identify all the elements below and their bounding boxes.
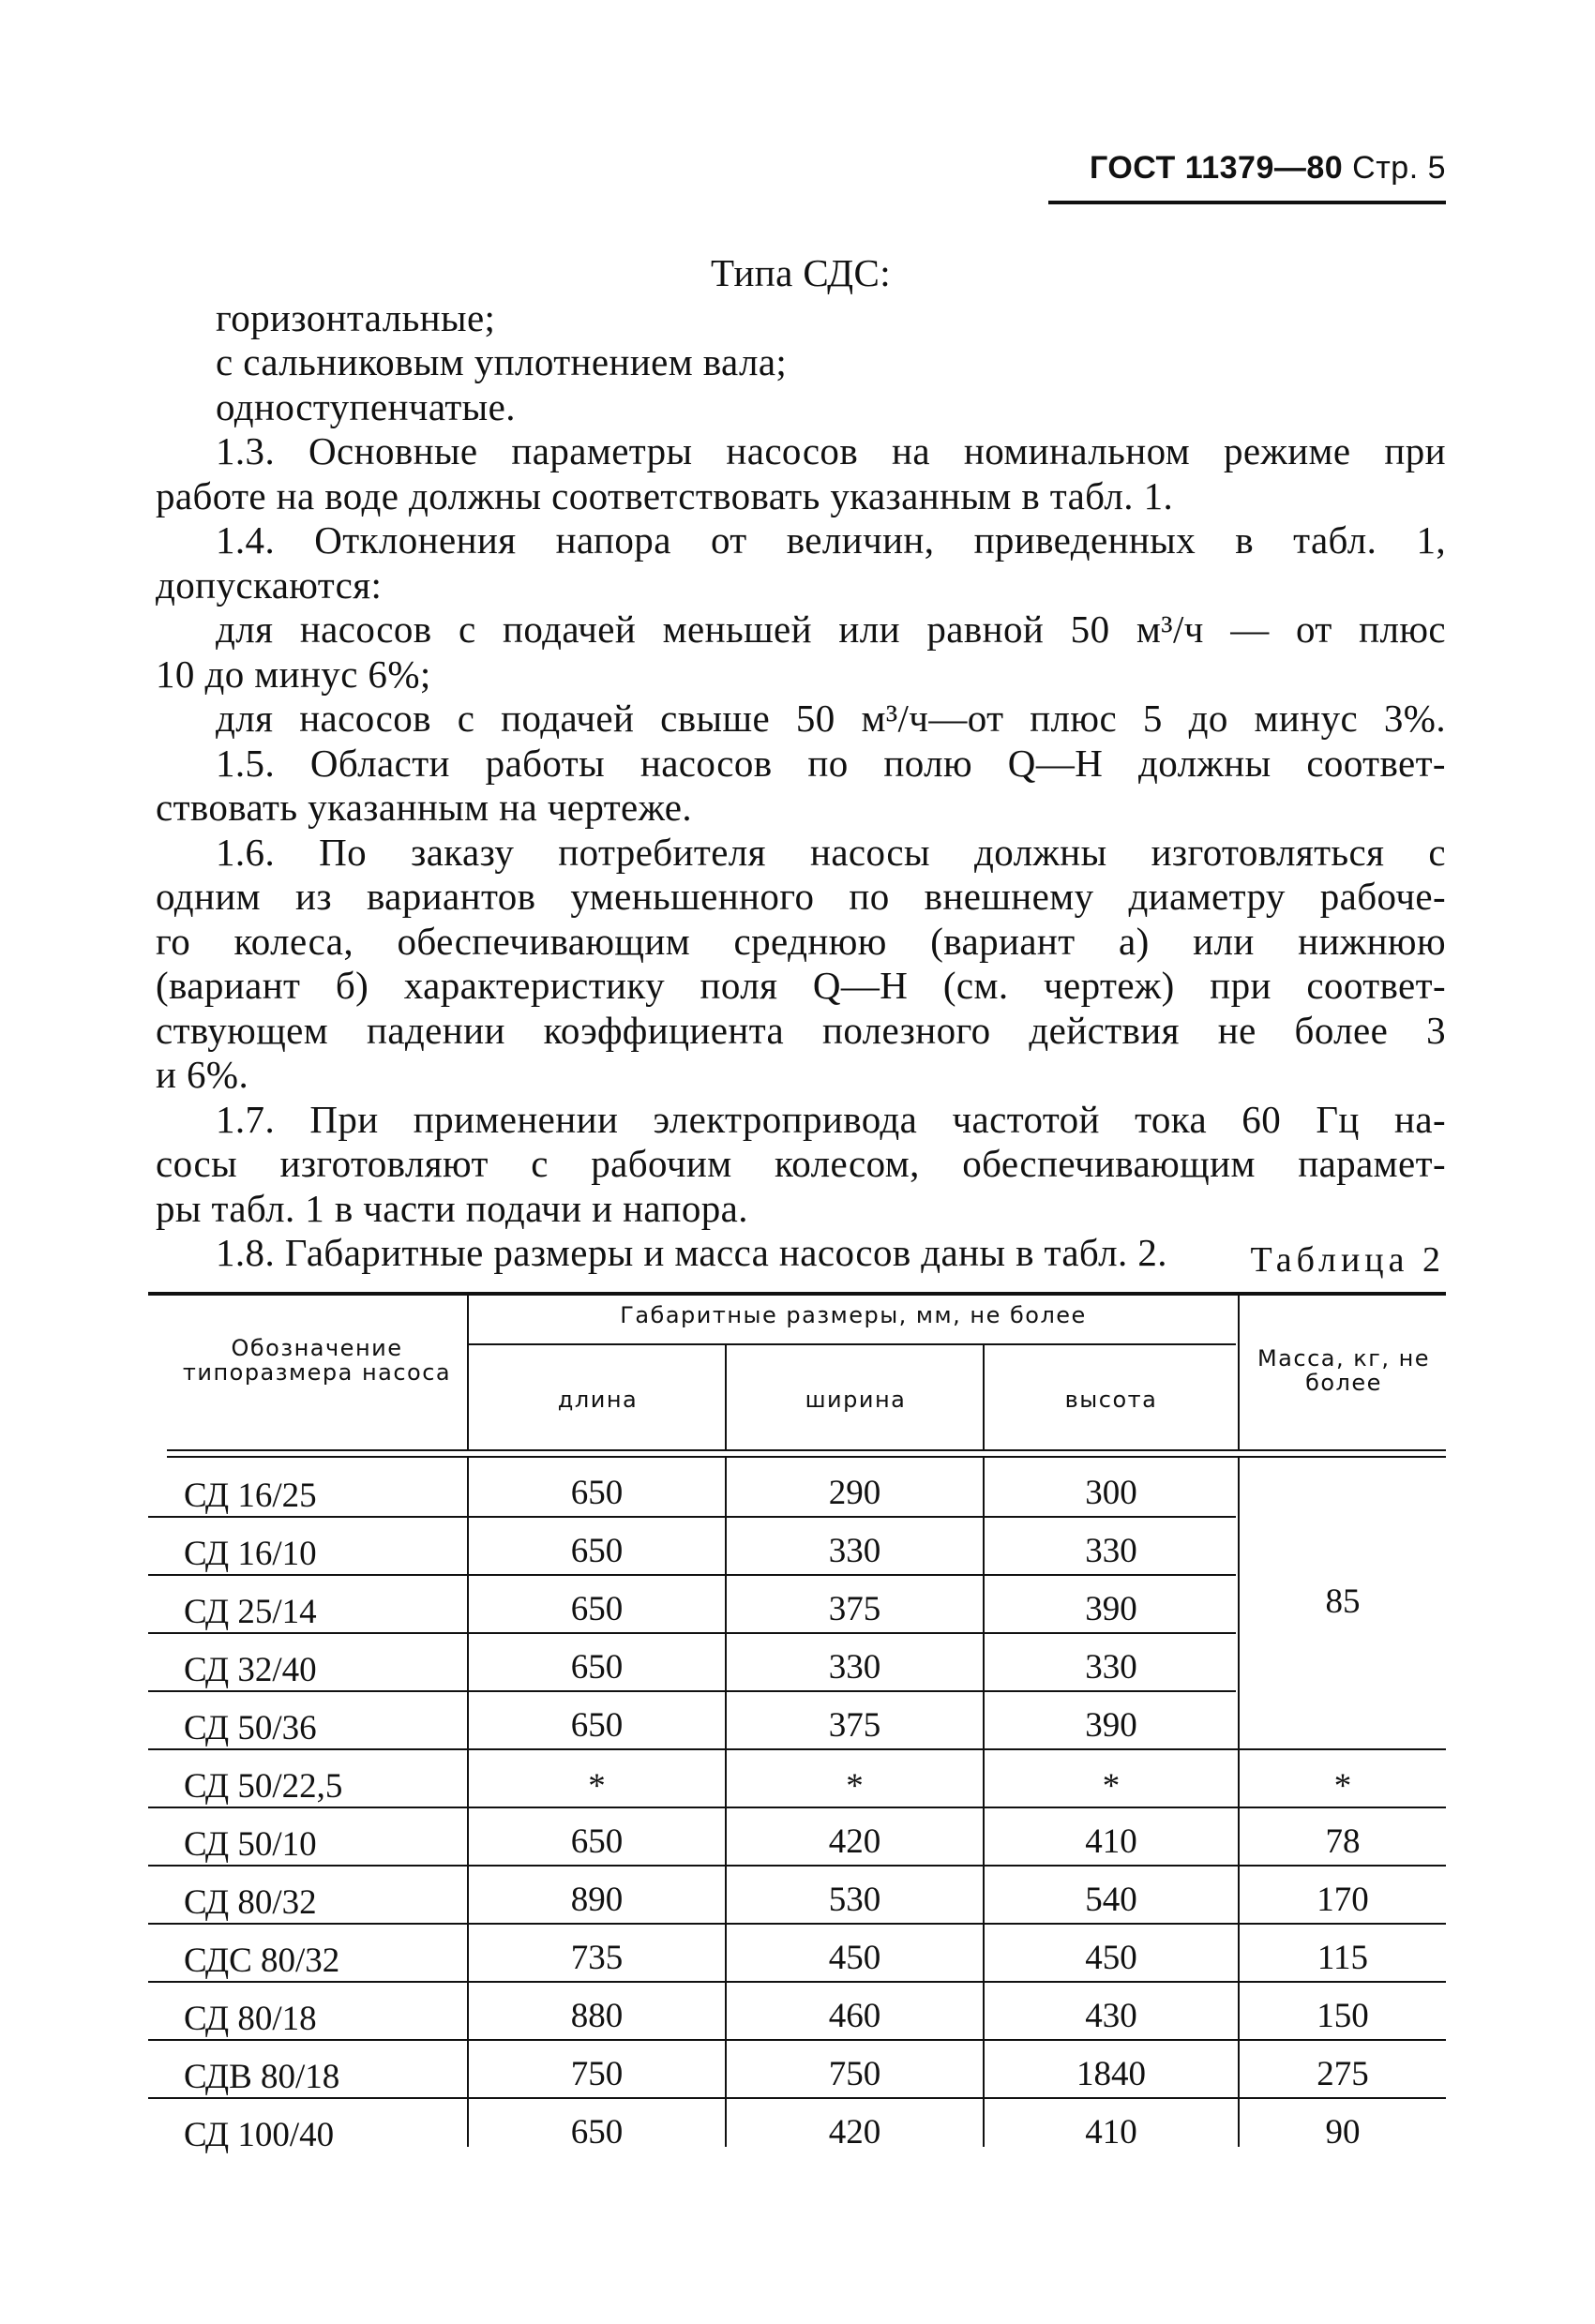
cell-length: 890 [570, 1881, 624, 1919]
dimensions-group-rule [469, 1343, 1236, 1345]
header-mass: Масса, кг, не более [1256, 1345, 1431, 1396]
paragraph: одноступенчатые. [216, 384, 516, 428]
row-rule [148, 1632, 1236, 1634]
cell-width: 750 [828, 2055, 881, 2093]
cell-mass: 170 [1317, 1881, 1369, 1919]
cell-height: * [1102, 1767, 1121, 1806]
header-bottom-rule [167, 1449, 1446, 1451]
paragraph: и 6%. [156, 1053, 249, 1096]
cell-width: 450 [828, 1939, 881, 1977]
row-designation: СД 50/10 [184, 1825, 317, 1864]
cell-height: 330 [1085, 1532, 1137, 1570]
cell-mass: 78 [1325, 1822, 1361, 1861]
paragraph: 1.3. Основные параметры насосов на номинальном режиме при [216, 429, 1446, 472]
paragraph: работе на воде должны соответствовать указанным в табл. 1. [156, 473, 1174, 517]
row-designation: СД 80/32 [184, 1883, 317, 1922]
paragraph: ствующем падении коэффициента полезного действия не более 3 [156, 1008, 1446, 1052]
cell-height: 540 [1085, 1881, 1137, 1919]
cell-length: 650 [570, 2113, 624, 2152]
header-rule [1048, 201, 1446, 204]
cell-height: 390 [1085, 1590, 1137, 1628]
row-designation: СД 32/40 [184, 1651, 317, 1689]
paragraph: допускаются: [156, 562, 383, 607]
header-bottom-rule [167, 1456, 1446, 1458]
header-height: высота [1064, 1387, 1158, 1413]
cell-mass: * [1333, 1767, 1352, 1806]
cell-height: 410 [1085, 1822, 1137, 1861]
col-divider [983, 1344, 985, 1449]
cell-width: 420 [828, 2113, 881, 2152]
paragraph: ры табл. 1 в части подачи и напора. [156, 1186, 748, 1230]
row-rule [148, 1807, 1446, 1808]
cell-height: 450 [1085, 1939, 1137, 1977]
table-caption: Таблица 2 [1250, 1240, 1445, 1280]
row-designation: СД 25/14 [184, 1593, 317, 1631]
row-designation: СД 50/22,5 [184, 1767, 343, 1806]
cell-width: 420 [828, 1822, 881, 1861]
row-rule [148, 1923, 1446, 1925]
row-rule [148, 1865, 1446, 1867]
paragraph: для насосов с подачей меньшей или равной 50 м³/ч — от плюс [216, 607, 1446, 651]
cell-width: 330 [828, 1532, 881, 1570]
paragraph: го колеса, обеспечивающим среднюю (вариант а) или нижнюю [156, 919, 1446, 963]
row-rule [148, 1516, 1236, 1518]
cell-length: 750 [570, 2055, 624, 2093]
cell-mass: 90 [1325, 2113, 1361, 2152]
row-rule [148, 2039, 1446, 2041]
cell-height: 410 [1085, 2113, 1137, 2152]
cell-mass: 150 [1317, 1997, 1369, 2035]
page-header [1041, 150, 1446, 187]
cell-length: 650 [570, 1532, 624, 1570]
paragraph: сосы изготовляют с рабочим колесом, обеспечивающим парамет- [156, 1142, 1446, 1185]
row-designation: СД 80/18 [184, 2000, 317, 2038]
body-text [156, 251, 1446, 1276]
cell-height: 430 [1085, 1997, 1137, 2035]
row-rule [148, 1748, 1446, 1750]
row-designation: СДВ 80/18 [184, 2058, 340, 2096]
header-dimensions: Габаритные размеры, мм, не более [620, 1302, 1087, 1328]
cell-length: 735 [570, 1939, 624, 1977]
cell-width: 290 [828, 1474, 881, 1512]
cell-length: 650 [570, 1706, 624, 1745]
paragraph: 1.7. При применении электропривода частотой тока 60 Гц на- [216, 1097, 1446, 1141]
cell-width: 375 [828, 1706, 881, 1745]
row-designation: СД 16/10 [184, 1535, 317, 1573]
paragraph: 1.5. Области работы насосов по полю Q—H должны соответ- [216, 741, 1446, 785]
cell-length: 650 [570, 1474, 624, 1512]
header-width: ширина [805, 1387, 907, 1413]
paragraph: с сальниковым уплотнением вала; [216, 340, 788, 383]
cell-width: * [846, 1767, 864, 1806]
row-rule [148, 1981, 1446, 1983]
cell-mass-merged: 85 [1325, 1582, 1361, 1621]
header-designation: Обозначение типоразмера насоса [182, 1335, 452, 1386]
col-divider [1238, 1294, 1240, 1449]
col-divider [725, 1344, 727, 1449]
paragraph: 1.6. По заказу потребителя насосы должны изготовляться с [216, 830, 1446, 874]
paragraph: 10 до минус 6%; [156, 652, 431, 696]
paragraph: горизонтальные; [216, 295, 496, 339]
cell-length: 650 [570, 1822, 624, 1861]
cell-width: 530 [828, 1881, 881, 1919]
paragraph: 1.8. Габаритные размеры и масса насосов даны в табл. 2. [216, 1231, 1167, 1274]
cell-width: 460 [828, 1997, 881, 2035]
paragraph: 1.4. Отклонения напора от величин, приведенных в табл. 1, [216, 518, 1446, 562]
cell-length: 650 [570, 1590, 624, 1628]
standard-number: ГОСТ 11379—80 [1090, 150, 1344, 186]
section-title: Типа СДС: [711, 251, 891, 294]
cell-length: 880 [570, 1997, 624, 2035]
cell-length: 650 [570, 1648, 624, 1687]
cell-length: * [588, 1767, 606, 1806]
paragraph: (вариант б) характеристику поля Q—H (см. чертеж) при соответ- [156, 964, 1446, 1007]
row-designation: СД 50/36 [184, 1709, 317, 1747]
cell-height: 390 [1085, 1706, 1137, 1745]
row-designation: СД 100/40 [184, 2116, 335, 2154]
cell-mass: 115 [1317, 1939, 1369, 1977]
row-designation: СД 16/25 [184, 1477, 317, 1515]
row-rule [148, 1690, 1236, 1692]
row-designation: СДС 80/32 [184, 1942, 340, 1980]
page-number: Стр. 5 [1352, 150, 1446, 186]
cell-width: 375 [828, 1590, 881, 1628]
row-rule [148, 2097, 1446, 2099]
paragraph: для насосов с подачей свыше 50 м³/ч—от плюс 5 до минус 3%. [216, 697, 1446, 740]
row-rule [148, 1574, 1236, 1576]
cell-height: 330 [1085, 1648, 1137, 1687]
cell-height: 1840 [1076, 2055, 1146, 2093]
paragraph: ствовать указанным на чертеже. [156, 786, 693, 829]
cell-mass: 275 [1317, 2055, 1369, 2093]
header-length: длина [557, 1387, 639, 1413]
cell-width: 330 [828, 1648, 881, 1687]
col-divider [467, 1294, 469, 1449]
cell-height: 300 [1085, 1474, 1137, 1512]
paragraph: одним из вариантов уменьшенного по внешнему диаметру рабоче- [156, 875, 1446, 918]
table-top-rule [148, 1292, 1446, 1296]
